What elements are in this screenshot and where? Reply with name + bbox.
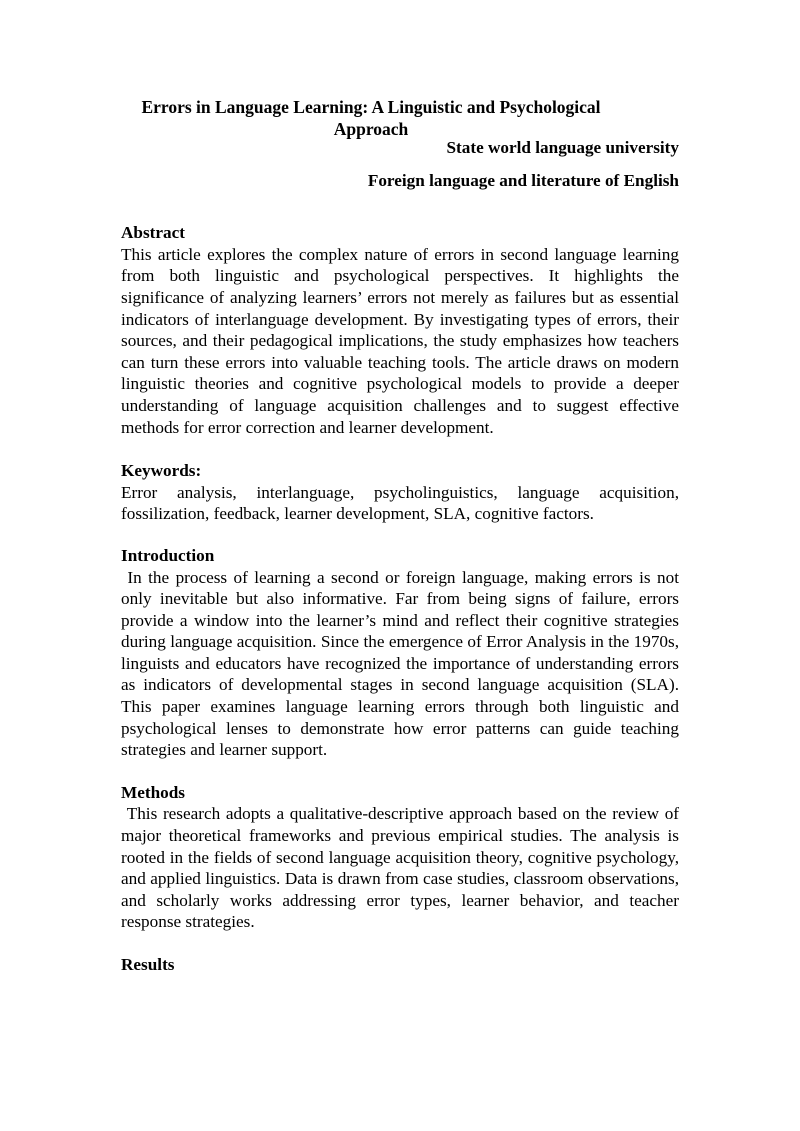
introduction-section [121, 545, 684, 761]
abstract-heading: Abstract [121, 223, 185, 243]
keywords-section [121, 460, 679, 525]
methods-section [121, 782, 684, 933]
keywords-text: Error analysis, interlanguage, psycholinguistics, language acquisition, fossilization, feedback, learner development, SLA, cognitive factors. [121, 482, 679, 524]
paper-title: Errors in Language Learning: A Linguistic and Psychological Approach [141, 97, 601, 139]
methods-heading: Methods [121, 782, 185, 802]
methods-text: This research adopts a qualitative-descriptive approach based on the review of major theoretical frameworks and previous empirical studies. The analysis is rooted in the fields of second language acquisition theory, cognitive psychology, and applied linguistics. Data is drawn from case studies, classroom observations, and scholarly works addressing error types, learner behavior, and teacher response strategies. [121, 804, 684, 932]
results-section [121, 954, 679, 976]
affiliation-department: Foreign language and literature of English [367, 170, 679, 190]
affiliation-university: State world language university [446, 138, 679, 157]
abstract-section [121, 222, 679, 438]
introduction-heading: Introduction [121, 545, 215, 565]
introduction-text: In the process of learning a second or foreign language, making errors is not only inevitable but also informative. Far from being signs of failure, errors provide a window into the learner’s mind and reflect their cognitive strategies during language acquisition. Since the emergence of Error Analysis in the 1970s, linguists and educators have recognized the importance of understanding errors as indicators of developmental stages in second language acquisition (SLA). This paper examines language learning errors through both linguistic and psychological lenses to demonstrate how error patterns can guide teaching strategies and learner support. [121, 567, 684, 760]
abstract-text: This article explores the complex nature of errors in second language learning from both linguistic and psychological perspectives. It highlights the significance of analyzing learners’ errors not merely as failures but as essential indicators of interlanguage development. By investigating types of errors, their sources, and their pedagogical implications, the study emphasizes how teachers can turn these errors into valuable teaching tools. The article draws on modern linguistic theories and cognitive psychological models to provide a deeper understanding of language acquisition challenges and to suggest effective methods for error correction and learner development. [121, 244, 679, 437]
paper-page [121, 96, 684, 976]
results-heading: Results [121, 955, 175, 974]
keywords-heading: Keywords: [121, 461, 202, 481]
